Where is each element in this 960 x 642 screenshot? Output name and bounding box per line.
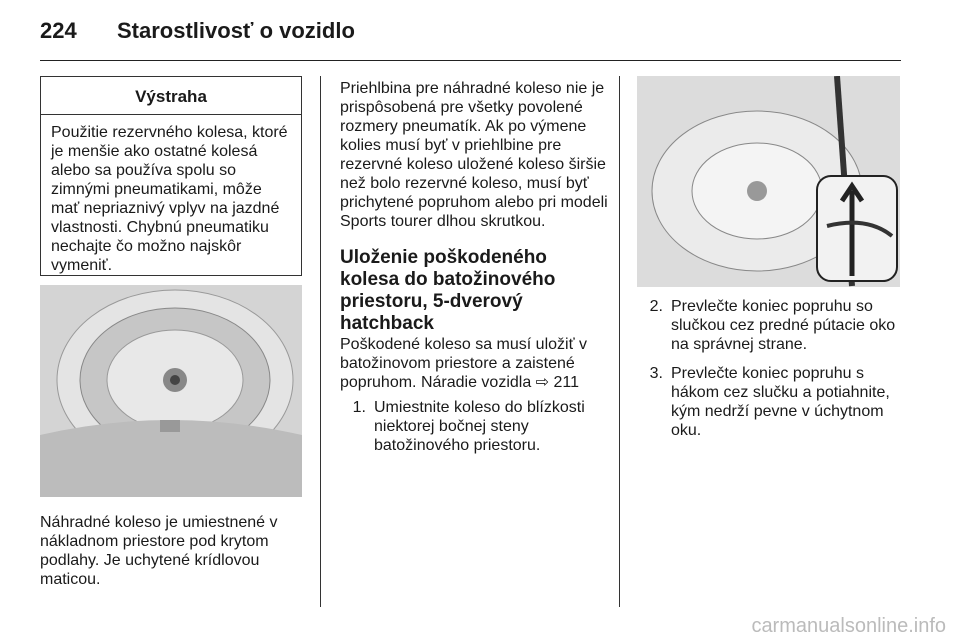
strap-image — [637, 76, 900, 287]
reference-arrow-icon: ⇨ — [535, 374, 550, 391]
list-item: 3. Prevlečte koniec popruhu s hákom cez slučku a potiahnite, kým nedrží pevne v úchytnom oku. — [649, 365, 890, 439]
right-column — [637, 297, 902, 440]
header-rule — [40, 60, 901, 61]
body-paragraph: Priehlbina pre náhradné koleso nie je prispôsobená pre všetky povolené rozmery pneumatík. Ak po výmene kolies musí byť v priehlbine pre rezervné koleso uložené koleso širšie než bolo rezervné koleso, musí byť prichytené popruhom alebo pri modeli Sports tourer dlhou skrutkou. — [340, 80, 608, 230]
watermark: carmanualsonline.info — [751, 615, 946, 637]
page-reference-link[interactable]: 211 — [553, 374, 580, 391]
warning-body: Použitie rezervného kolesa, ktoré je menšie ako ostatné kolesá alebo sa používa spolu so zimnými pneumatikami, môže mať nepriaznivý vplyv na jazdné vlastnosti. Chybnú pneumatiku nechajte čo možno najskôr vymeniť. — [51, 124, 288, 274]
intro-paragraph: Poškodené koleso sa musí uložiť v batožinovom priestore a zaistené popruhom. Náradie vozidla ⇨ 211 — [340, 336, 588, 391]
list-item: 2. Prevlečte koniec popruhu so slučkou cez predné pútacie oko na správnej strane. — [649, 298, 896, 353]
column-divider — [619, 76, 620, 607]
warning-title: Výstraha — [41, 77, 301, 115]
list-item: 1. Umiestnite koleso do blízkosti niektorej bočnej steny batožinového priestoru. — [352, 399, 585, 454]
image-caption: Náhradné koleso je umiestnené v nákladnom priestore pod krytom podlahy. Je uchytené krídlovou maticou. — [40, 514, 278, 588]
page-title: Starostlivosť o vozidlo — [117, 18, 355, 43]
spare-wheel-image — [40, 285, 302, 497]
section-heading: Uloženie poškodeného kolesa do batožinového priestoru, 5-dverový hatchback — [340, 247, 556, 334]
middle-column — [340, 79, 608, 455]
page-number: 224 — [40, 18, 77, 43]
column-divider — [320, 76, 321, 607]
warning-box — [40, 76, 302, 276]
